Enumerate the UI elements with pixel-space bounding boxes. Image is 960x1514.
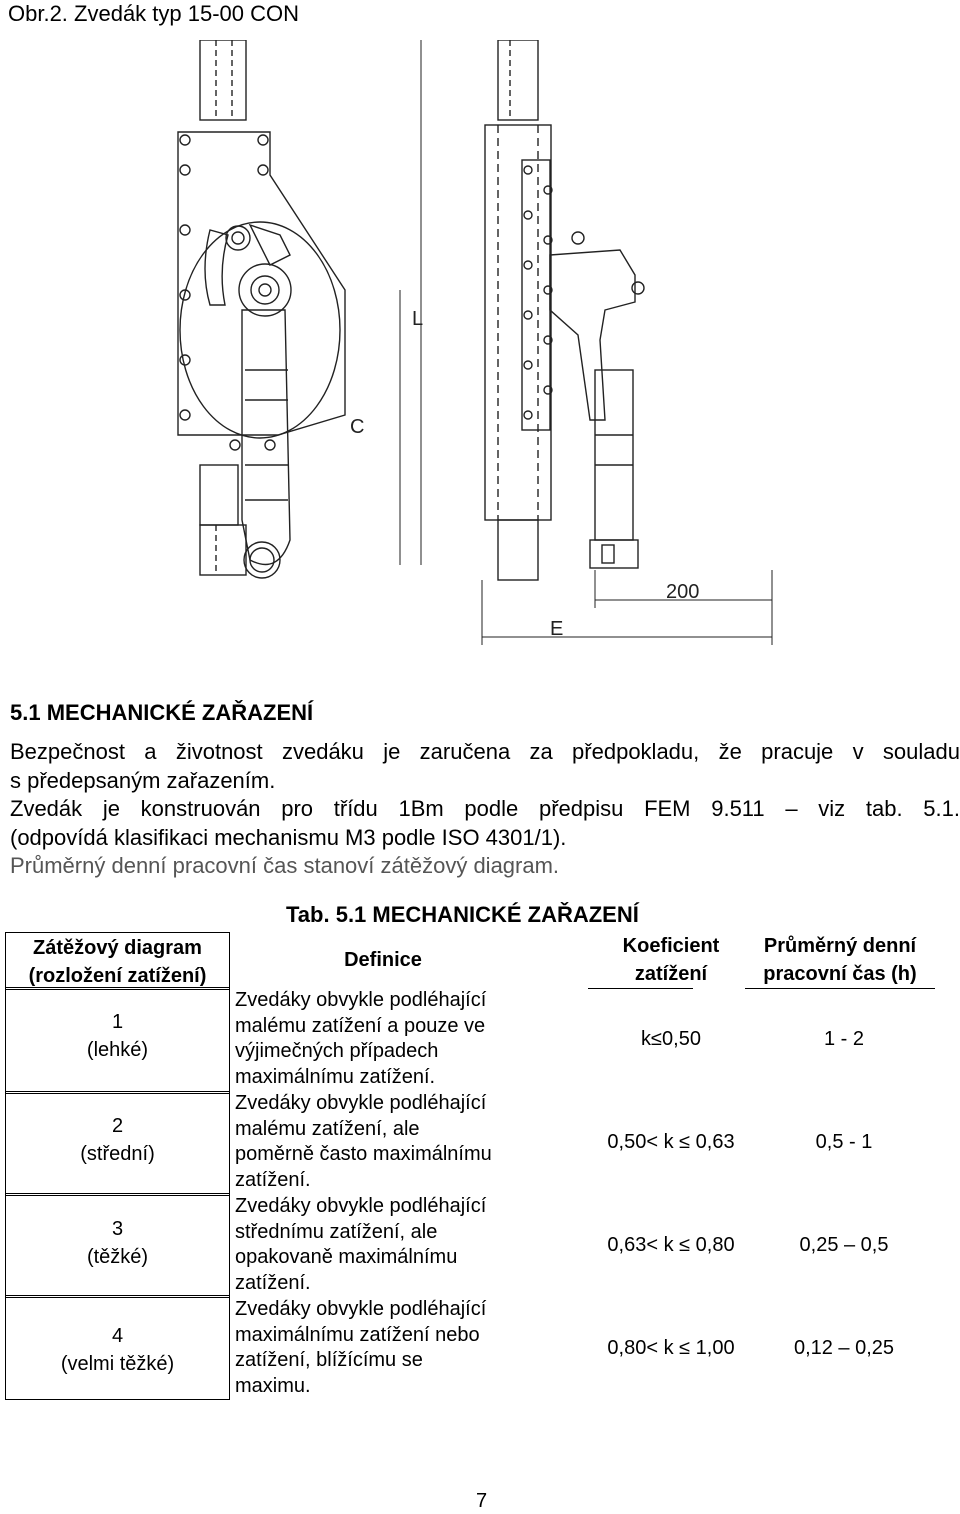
section-paragraph xyxy=(10,738,960,881)
paragraph-line: Bezpečnost a životnost zvedáku je zaručena za předpokladu, že pracuje v souladu xyxy=(10,739,960,764)
paragraph-line: Průměrný denní pracovní čas stanoví zátěžový diagram. xyxy=(10,853,560,878)
table-title: Tab. 5.1 MECHANICKÉ ZAŘAZENÍ xyxy=(286,902,639,927)
header-coefficient-line1: Koeficient xyxy=(622,935,720,957)
classification-table xyxy=(233,932,935,1400)
row-coefficient: 0,63< k ≤ 0,80 xyxy=(607,1234,735,1256)
definition-line: střednímu zatížení, ale xyxy=(235,1220,438,1243)
row-definition xyxy=(235,1297,535,1399)
dim-label-L: L xyxy=(412,308,424,330)
dim-label-200: 200 xyxy=(666,581,700,603)
definition-line: opakovaně maximálnímu xyxy=(235,1246,458,1268)
row-time: 1 - 2 xyxy=(823,1028,865,1050)
definition-line: zatížení, blížícímu se xyxy=(235,1349,423,1371)
definition-line: maximálnímu zatížení nebo xyxy=(235,1323,480,1346)
header-underline xyxy=(588,988,693,989)
load-class-number: 2 xyxy=(111,1115,124,1137)
load-class-number: 4 xyxy=(111,1325,124,1347)
definition-line: maximálnímu zatížení. xyxy=(235,1065,436,1088)
row-time: 0,5 - 1 xyxy=(815,1131,873,1153)
load-diagram xyxy=(5,932,230,1400)
header-time-line1: Průměrný denní xyxy=(763,935,917,957)
left-rack-top xyxy=(200,40,246,120)
row-definition xyxy=(235,1194,535,1296)
left-housing xyxy=(178,132,345,435)
page-number: 7 xyxy=(476,1490,488,1512)
load-class-label: (těžké) xyxy=(86,1246,149,1268)
load-class-number: 3 xyxy=(111,1218,124,1240)
load-diagram-header-line1: Zátěžový diagram xyxy=(33,937,202,959)
definition-line: malému zatížení, ale xyxy=(235,1117,420,1140)
row-time: 0,12 – 0,25 xyxy=(793,1337,895,1359)
definition-line: Zvedáky obvykle podléhající xyxy=(235,1298,487,1320)
load-class-label: (střední) xyxy=(80,1143,155,1165)
gear-circle xyxy=(180,222,340,438)
row-definition xyxy=(235,1091,535,1193)
definition-line: výjimečných případech xyxy=(235,1040,439,1062)
definition-line: Zvedáky obvykle podléhající xyxy=(235,1195,487,1217)
dim-label-C: C xyxy=(350,416,365,438)
figure-caption: Obr.2. Zvedák typ 15-00 CON xyxy=(8,1,300,26)
dim-label-E: E xyxy=(550,618,564,640)
crank-arm xyxy=(550,250,635,420)
definition-line: zatížení. xyxy=(235,1271,311,1294)
load-diagram-header-line2: (rozložení zatížení) xyxy=(28,965,207,987)
row-coefficient: 0,50< k ≤ 0,63 xyxy=(607,1131,735,1153)
section-heading: 5.1 MECHANICKÉ ZAŘAZENÍ xyxy=(10,700,314,725)
header-coefficient-line2: zatížení xyxy=(634,963,708,985)
row-time: 0,25 – 0,5 xyxy=(799,1234,889,1256)
definition-line: malému zatížení a pouze ve xyxy=(235,1014,486,1037)
definition-line: Zvedáky obvykle podléhající xyxy=(235,989,487,1011)
header-underline xyxy=(745,988,935,989)
jack-technical-drawing xyxy=(150,40,800,650)
definition-line: maximu. xyxy=(235,1374,311,1397)
load-class-label: (velmi těžké) xyxy=(60,1353,175,1375)
definition-line: zatížení. xyxy=(235,1168,311,1191)
definition-line: Zvedáky obvykle podléhající xyxy=(235,1092,487,1114)
row-coefficient: k≤0,50 xyxy=(641,1028,701,1050)
header-time-line2: pracovní čas (h) xyxy=(763,963,917,985)
header-definition: Definice xyxy=(344,949,422,971)
load-class-number: 1 xyxy=(111,1011,124,1033)
paragraph-line: Zvedák je konstruován pro třídu 1Bm podle předpisu FEM 9.511 – viz tab. 5.1. xyxy=(10,796,960,821)
paragraph-line: (odpovídá klasifikaci mechanismu M3 podle ISO 4301/1). xyxy=(10,824,567,850)
row-coefficient: 0,80< k ≤ 1,00 xyxy=(607,1337,735,1359)
paragraph-line: s předepsaným zařazením. xyxy=(10,767,276,793)
definition-line: poměrně často maximálnímu xyxy=(235,1143,492,1165)
load-class-label: (lehké) xyxy=(86,1039,149,1061)
row-definition xyxy=(235,988,535,1090)
